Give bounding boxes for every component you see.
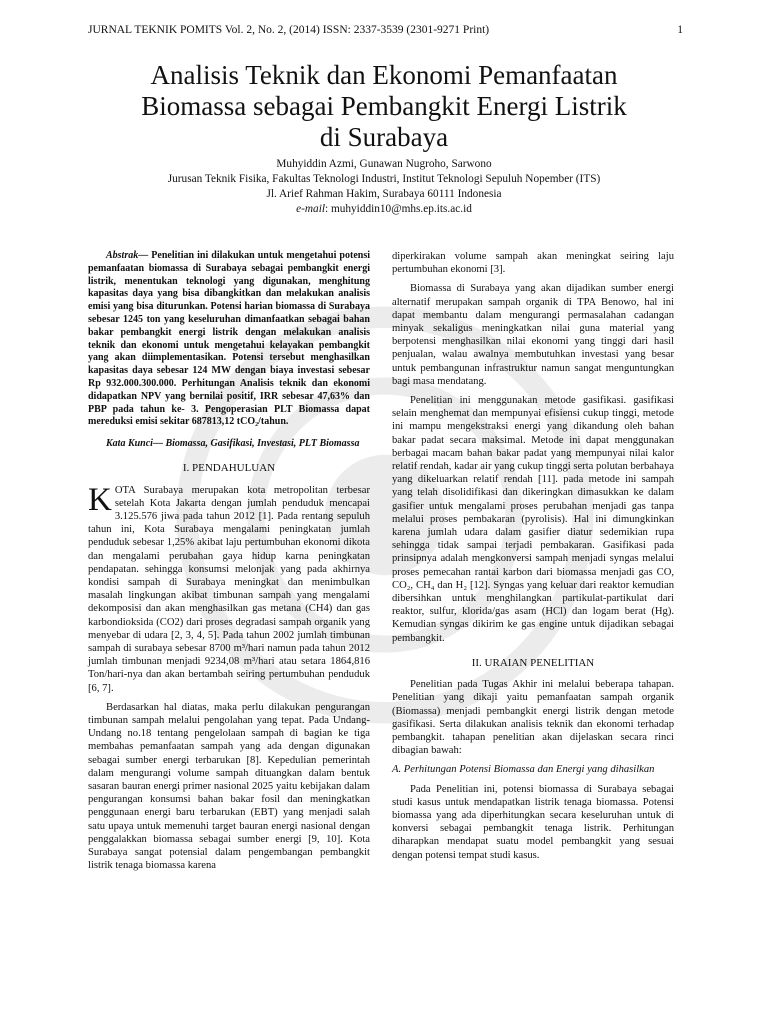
email-line (60, 202, 708, 217)
right-column (392, 250, 674, 868)
title-line-2: Biomassa sebagai Pembangkit Energi Listrik (141, 91, 627, 121)
section-2-heading: II. URAIAN PENELITIAN (471, 656, 595, 669)
affiliation: Jurusan Teknik Fisika, Fakultas Teknologi Industri, Institut Teknologi Sepuluh Nopember (ITS) (167, 173, 601, 185)
page-number: 1 (677, 24, 683, 36)
drop-cap: K (88, 481, 112, 518)
title-line-1: Analisis Teknik dan Ekonomi Pemanfaatan (150, 60, 618, 90)
running-header (88, 24, 683, 36)
left-column (88, 250, 370, 878)
address: Jl. Arief Rahman Hakim, Surabaya 60111 Indonesia (266, 188, 502, 200)
keywords: Kata Kunci— Biomassa, Gasifikasi, Investasi, PLT Biomassa (106, 438, 360, 450)
intro-paragraph-3: Biomassa di Surabaya yang akan dijadikan sumber energi alternatif merupakan sampah organik di TPA Benowo, hal ini dapat membantu dalam mengurangi permasalahan cadangan minyak sekaligus meningkatkan nilai guna material yang berpotensi menghasilkan nilai ekonomi yang tinggi dari hasil penjualan, walau awalnya membutuhkan investasi yang besar untuk pembangunan infrastruktur namun sangat menguntungkan bagi masa mendatang. (392, 283, 674, 387)
email-address: : muhyiddin10@mhs.ep.its.ac.id (324, 203, 472, 215)
intro-paragraph-2: Berdasarkan hal diatas, maka perlu dilakukan pengurangan timbunan sampah melalui pengolahan yang tepat. Pada Undang-Undang no.18 tentang pengelolaan sampah di bagian ke tiga membahas pemanfaatan sampah yang ada dengan digunakan sebagai sumber energi terbarukan [8]. Kepedulian pemerintah dalam mengurangi volume sampah dituangkan dalam bentuk sasaran bauran energi primer nasional 2025 yaitu kebijakan dalam pengurangan konsumsi bahan bakar fosil dan meningkatkan penggunaan energi baru terbarukan (EBT) yang menjadi salah satu upaya untuk memenuhi target bauran energi nasional dengan penggalakkan biomassa sebagai sumber energi [9, 10]. Kota Surabaya sangat potensial dalam pengembangan pembangkit listrik tenaga biomassa karena (88, 701, 370, 872)
abstract (88, 250, 370, 429)
intro-paragraph-1-text: OTA Surabaya merupakan kota metropolitan terbesar setelah Kota Jakarta dengan jumlah penduduk mencapai 3.125.576 jiwa pada tahun 2012 [1]. Pada rentang sepuluh tahun ini, Kota Surabaya mengalami peningkatan jumlah penduduk sebesar 1,25% akibat laju pertumbuhan ekonomi dikota dan mengalami perubahan gaya hidup karna peningkatan pendapatan. sehingga konsumsi melonjak yang pada akhirnya kondisi sampah di Surabaya meningkat dan menimbulkan masalah lingkungan akibat timbunan sampah yang mengalami dekomposisi dan akan menghasilkan gas metana (CH4) dan gas karbondioksida (CO2) dari proses degradasi sampah organik yang menyebar di udara [2, 3, 4, 5]. Pada tahun 2002 jumlah timbunan sampah di surabaya sebesar 8700 m³/hari namun pada tahun 2012 jumlah timbunan menjadi 9234,08 m³/hari atau setara 1864,816 Ton/hari-nya dan akan bertambah seiring pertumbuhan penduduk [6, 7]. (88, 484, 370, 694)
author-block (60, 157, 708, 217)
intro-paragraph-continued: diperkirakan volume sampah akan meningkat seiring laju pertumbuhan ekonomi [3]. (392, 251, 674, 276)
abstract-label: Abstrak— (106, 250, 149, 261)
intro-paragraph-4: Penelitian ini menggunakan metode gasifikasi. gasifikasi selain menghemat dan mempunyai efisiensi cukup tinggi, metode ini mampu mengekstraksi energi yang dikandung oleh bahan bakar padat secara maksimal. Metode ini dapat menggunakan berbagai macam bahan bakar padat yang mempunyai nilai kalor relatif rendah, kadar air yang cukup tinggi serta polutan berbahaya yang dikeluarkan relatif rendah [11]. pada metode ini sampah yang telah disolidifikasi dan dikeringkan dimasukkan ke dalam gasifier untuk mengalami proses perubahan menjadi gas tanpa melalui proses pembakaran (pyrolisis). Hal ini dimungkinkan karena jumlah udara dalam gasifier diatur sedemikian rupa sehingga tidak sampai terjadi pembakaran. Gasifikasi pada prinsipnya adalah mengkonversi sampah menjadi syngas melalui proses pemecahan rantai karbon dari biomassa menjadi gas CO, CO₂, CH₄ dan H₂ [12]. Syngas yang keluar dari reaktor kemudian dibersihkan untuk menghilangkan partikulat-partikulat dari reaktor, sulfur, klorida/gas asam (HCl) dan logam berat (Hg). Kemudian syngas dikirim ke gas engine untuk dijadikan sebagai pembangkit. (392, 395, 674, 644)
method-paragraph-1: Penelitian pada Tugas Akhir ini melalui beberapa tahapan. Penelitian yang dikaji yaitu pemanfaatan sampah organik (Biomassa) menjadi pembangkit energi listrik dengan metode gasifikasi. Serta dilakukan analisis teknik dan ekonomi terhadap pembangkit. tahapan penelitian akan dijelaskan secara rinci dibagian bawah: (392, 679, 674, 757)
subsection-a-heading: A. Perhitungan Potensi Biomassa dan Energi yang dihasilkan (392, 764, 655, 776)
section-1-heading: I. PENDAHULUAN (182, 462, 276, 475)
intro-paragraph-1 (88, 481, 370, 695)
title-line-3: di Surabaya (319, 122, 449, 152)
author-names: Muhyiddin Azmi, Gunawan Nugroho, Sarwono (276, 158, 492, 170)
journal-info: JURNAL TEKNIK POMITS Vol. 2, No. 2, (2014) ISSN: 2337-3539 (2301-9271 Print) (88, 24, 490, 36)
method-paragraph-2: Pada Penelitian ini, potensi biomassa di Surabaya sebagai studi kasus untuk mendapatkan listrik tenaga biomassa. Potensi biomassa yang ada diperhitungkan secara keseluruhan untuk di konversi sebagai pembangkit tenaga listrik. Perhitungan diharapkan mendapat suatu model pembangkit yang sesuai dengan potensi tempat studi kasus. (392, 783, 674, 861)
email-label: e-mail (296, 203, 325, 215)
abstract-text: Penelitian ini dilakukan untuk mengetahui potensi pemanfaatan biomassa di Surabaya sebagai pembangkit energi listrik, menentukan teknologi yang digunakan, menghitung kapasitas daya yang bisa dibangkitkan dan melakukan analisis emisi yang bisa diturunkan. Potensi harian biomassa di Surabaya sebesar 1245 ton yang keseluruhan dimanfaatkan sebagai bahan bakar pembangkit energi listrik dengan melakukan analisis teknik dan ekonomi untuk mengetahui kelayakan pembangkit yang akan diimplementasikan. Potensi tersebut menghasilkan kapasitas daya sebesar 124 MW dengan biaya investasi sebesar Rp 932.000.300.000. Perhitungan Analisis teknik dan ekonomi didapatkan NPV yang bernilai positif, IRR sebesar 47,63% dan PBP pada tahun ke- 3. Pengoperasian PLT Biomassa dapat mereduksi emisi sekitar 687813,12 tCO₂/tahun. (88, 250, 370, 428)
paper-title (60, 60, 708, 153)
